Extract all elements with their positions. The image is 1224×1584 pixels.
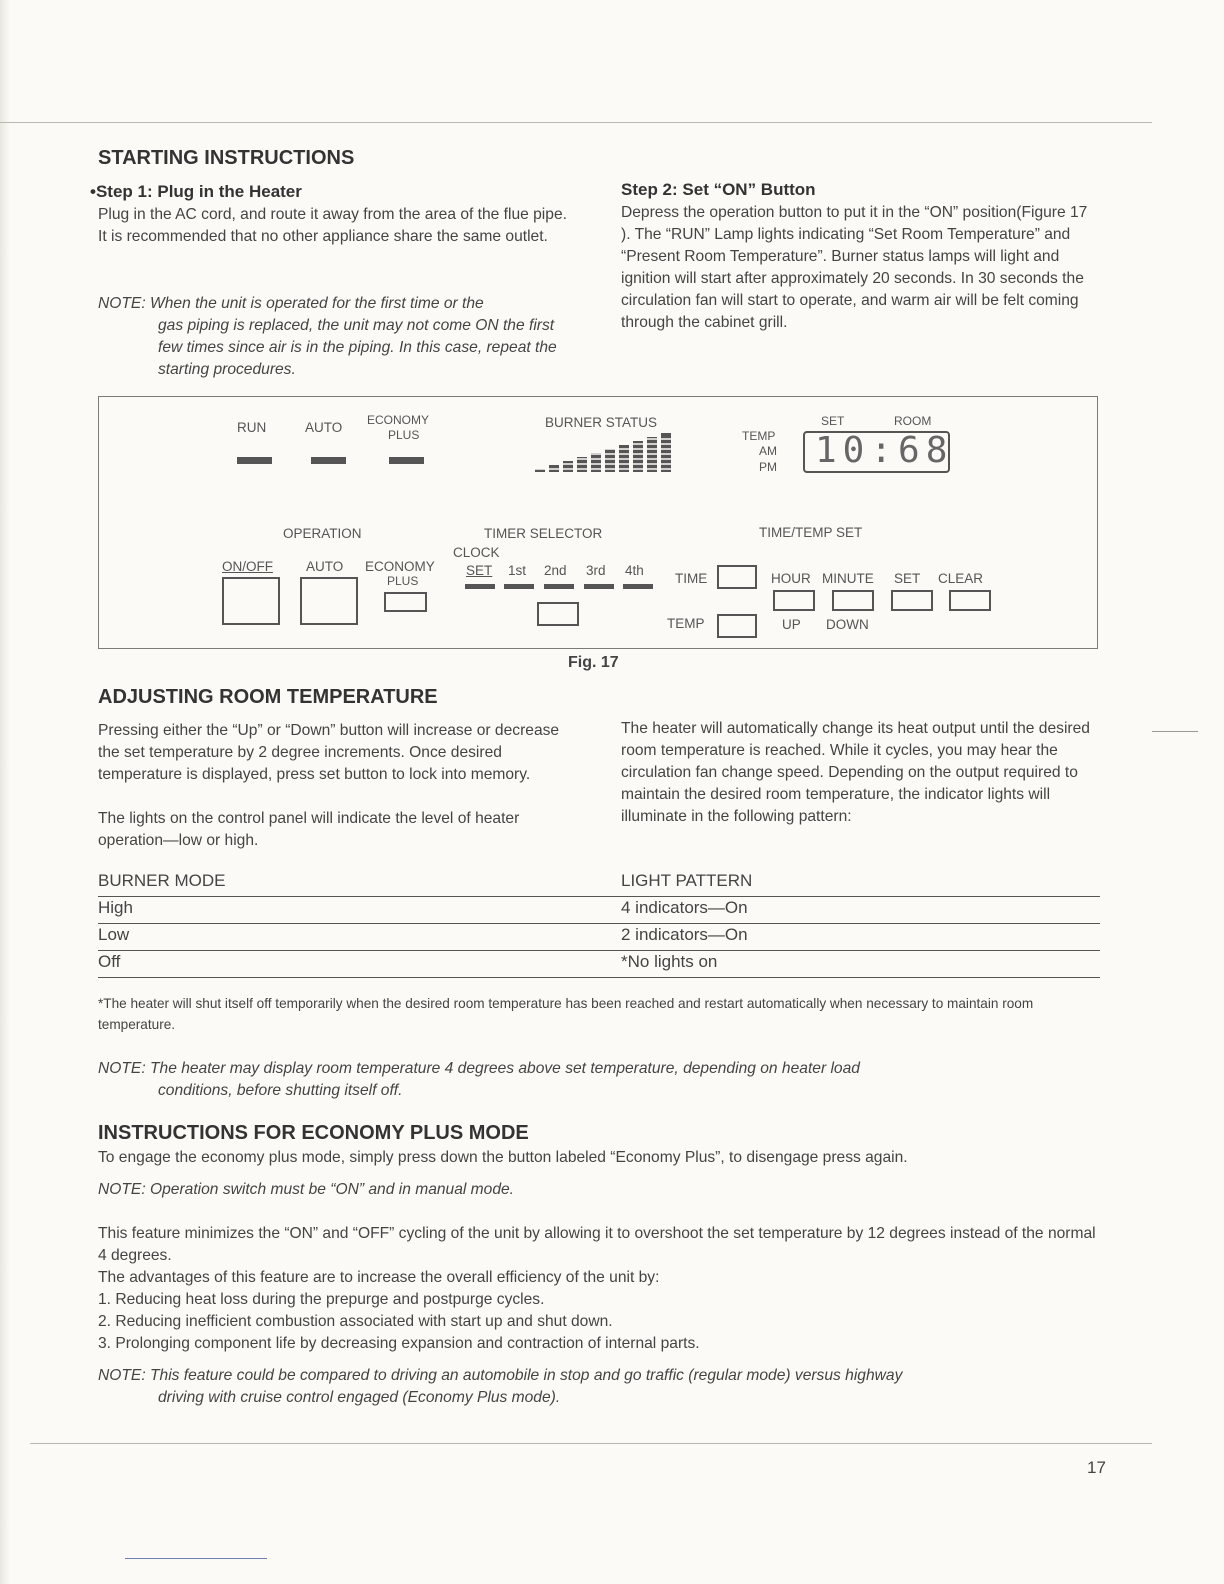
economy-heading: INSTRUCTIONS FOR ECONOMY PLUS MODE	[98, 1122, 529, 1144]
adjusting-left-text-1: Pressing either the “Up” or “Down” button will increase or decrease the set temperature by 2 degree increments. Once desired temperature is displayed, press set button to lock into memory.	[98, 722, 560, 783]
adjusting-heading: ADJUSTING ROOM TEMPERATURE	[98, 686, 438, 708]
economy-intro: To engage the economy plus mode, simply press down the button labeled “Economy Plus”, to disengage press again.	[98, 1149, 908, 1166]
auto-label: AUTO	[305, 420, 343, 435]
op-auto-label: AUTO	[306, 559, 344, 574]
hour-label: HOUR	[771, 571, 811, 586]
economy-note-label: NOTE:	[98, 1181, 146, 1198]
mode-cell: Low	[98, 925, 130, 944]
time-label: TIME	[675, 571, 708, 586]
economy-note-text: Operation switch must be “ON” and in manual mode.	[150, 1181, 515, 1198]
auto-lamp	[311, 457, 346, 464]
set-time-label: SET	[894, 571, 921, 586]
economy-note	[98, 1179, 1100, 1201]
op-economy-label: ECONOMY	[365, 559, 435, 574]
clear-label: CLEAR	[938, 571, 984, 586]
table-row	[98, 923, 1100, 951]
minute-label: MINUTE	[822, 571, 874, 586]
note2-first: The heater may display room temperature 4 degrees above set temperature, depending on heater load	[150, 1060, 860, 1077]
adjusting-left-text-2: The lights on the control panel will indicate the level of heater operation—low or high.	[98, 810, 520, 849]
note1-rest: gas piping is replaced, the unit may not come ON the first few times since air is in the piping. In this case, repeat the starting procedures.	[158, 317, 557, 378]
pattern-cell: *No lights on	[621, 952, 718, 971]
note1-label: NOTE:	[98, 295, 146, 312]
minute-down-button[interactable]	[832, 590, 874, 611]
step1-title: •Step 1: Plug in the Heater	[90, 182, 302, 201]
pm-label: PM	[759, 460, 777, 474]
time-button[interactable]	[717, 565, 757, 589]
table-row	[98, 950, 1100, 978]
burner-bar-8	[633, 441, 643, 472]
light-pattern-header: LIGHT PATTERN	[621, 871, 753, 890]
pattern-cell: 4 indicators—On	[621, 898, 748, 917]
timer-selector-label: TIMER SELECTOR	[484, 526, 603, 541]
step2-title: Step 2: Set “ON” Button	[621, 180, 816, 199]
timer-1st-label: 1st	[508, 563, 527, 578]
starting-heading: STARTING INSTRUCTIONS	[98, 147, 355, 169]
plus-label: PLUS	[388, 428, 420, 442]
burner-status-label: BURNER STATUS	[545, 415, 658, 430]
table-header-row	[98, 869, 1100, 897]
footnote: *The heater will shut itself off temporarily when the desired room temperature has been reached and restart automatically when necessary to maintain room temperature.	[98, 996, 1034, 1032]
am-label: AM	[759, 444, 777, 458]
advantage-item-3: 3. Prolonging component life by decreasing expansion and contraction of internal parts.	[98, 1335, 700, 1352]
timer-set-label: SET	[466, 563, 493, 578]
control-panel-figure	[98, 396, 1098, 649]
timer-2nd-label: 2nd	[544, 563, 567, 578]
advantage-item-1: 1. Reducing heat loss during the prepurge and postpurge cycles.	[98, 1291, 545, 1308]
timer-3rd-label: 3rd	[586, 563, 606, 578]
adjusting-right-text: The heater will automatically change its heat output until the desired room temperature is reached. While it cycles, you may hear the circulation fan change speed. Depending on the output required to maintain the desired room temperature, the indicator lights will illuminate in the following pattern:	[621, 720, 1090, 825]
set-display-label: SET	[821, 414, 845, 428]
temp-button-label: TEMP	[667, 616, 705, 631]
temp-button[interactable]	[717, 614, 757, 638]
note2-label: NOTE:	[98, 1060, 146, 1077]
note1-first: When the unit is operated for the first time or the	[150, 295, 484, 312]
lcd-display-value: 10:68	[815, 430, 954, 471]
note2-rest: conditions, before shutting itself off.	[158, 1082, 403, 1099]
step1-text: Plug in the AC cord, and route it away from the area of the flue pipe. It is recommended that no other appliance share the same outlet.	[98, 206, 567, 245]
note1	[98, 293, 579, 381]
mode-cell: High	[98, 898, 133, 917]
note3	[98, 1365, 1100, 1409]
burner-mode-table	[98, 869, 1100, 977]
lcd-display	[803, 430, 954, 473]
temp-label: TEMP	[742, 429, 776, 443]
timer-4th-label: 4th	[625, 563, 644, 578]
page-binding-shadow	[0, 0, 10, 1584]
margin-mark	[1152, 731, 1198, 732]
figure-caption: Fig. 17	[568, 654, 619, 671]
hour-up-button[interactable]	[773, 590, 815, 611]
clock-label: CLOCK	[453, 545, 500, 560]
operation-label: OPERATION	[283, 526, 362, 541]
auto-button[interactable]	[300, 577, 358, 625]
note3-first: This feature could be compared to driving an automobile in stop and go traffic (regular mode) versus highway	[150, 1367, 903, 1384]
note3-label: NOTE:	[98, 1367, 146, 1384]
burner-mode-header: BURNER MODE	[98, 871, 226, 890]
on-off-button[interactable]	[222, 577, 280, 625]
timer-set-indicator	[465, 584, 495, 589]
bottom-left-mark	[125, 1558, 267, 1559]
pattern-cell: 2 indicators—On	[621, 925, 748, 944]
run-label: RUN	[237, 420, 267, 435]
op-plus-label: PLUS	[387, 574, 419, 588]
burner-bar-3	[563, 461, 573, 472]
economy-label: ECONOMY	[367, 413, 430, 427]
room-display-label: ROOM	[894, 414, 932, 428]
time-temp-set-label: TIME/TEMP SET	[759, 525, 863, 540]
run-lamp	[237, 457, 272, 464]
note2	[98, 1058, 1100, 1102]
up-label: UP	[782, 617, 801, 632]
timer-4th-indicator	[623, 584, 653, 589]
table-row	[98, 896, 1100, 924]
on-off-label: ON/OFF	[222, 559, 273, 574]
economy-lamp	[389, 457, 424, 464]
timer-2nd-indicator	[544, 584, 574, 589]
clear-button[interactable]	[949, 590, 991, 611]
feature-text-1: This feature minimizes the “ON” and “OFF” cycling of the unit by allowing it to overshoot the set temperature by 12 degrees instead of the normal 4 degrees.	[98, 1225, 1096, 1264]
advantage-item-2: 2. Reducing inefficient combustion associated with start up and shut down.	[98, 1313, 613, 1330]
timer-selector-button[interactable]	[537, 602, 579, 626]
set-button[interactable]	[891, 590, 933, 611]
down-label: DOWN	[826, 617, 869, 632]
note3-rest: driving with cruise control engaged (Economy Plus mode).	[158, 1389, 561, 1406]
page-number: 17	[1087, 1458, 1106, 1477]
feature-text-2: The advantages of this feature are to increase the overall efficiency of the unit by:	[98, 1269, 660, 1286]
mode-cell: Off	[98, 952, 121, 971]
bottom-rule	[30, 1443, 1152, 1444]
top-rule	[0, 122, 1152, 123]
economy-plus-button[interactable]	[384, 592, 427, 612]
step2-text: Depress the operation button to put it in the “ON” position(Figure 17 ). The “RUN” Lamp lights indicating “Set Room Temperature” and “Present Room Temperature”. Burner status lamps will light and ignition will start after approximately 20 seconds. In 30 seconds the circulation fan will start to operate, and warm air will be felt coming through the cabinet grill.	[621, 204, 1088, 331]
timer-3rd-indicator	[584, 584, 614, 589]
timer-1st-indicator	[504, 584, 534, 589]
burner-status-bars	[535, 433, 695, 477]
